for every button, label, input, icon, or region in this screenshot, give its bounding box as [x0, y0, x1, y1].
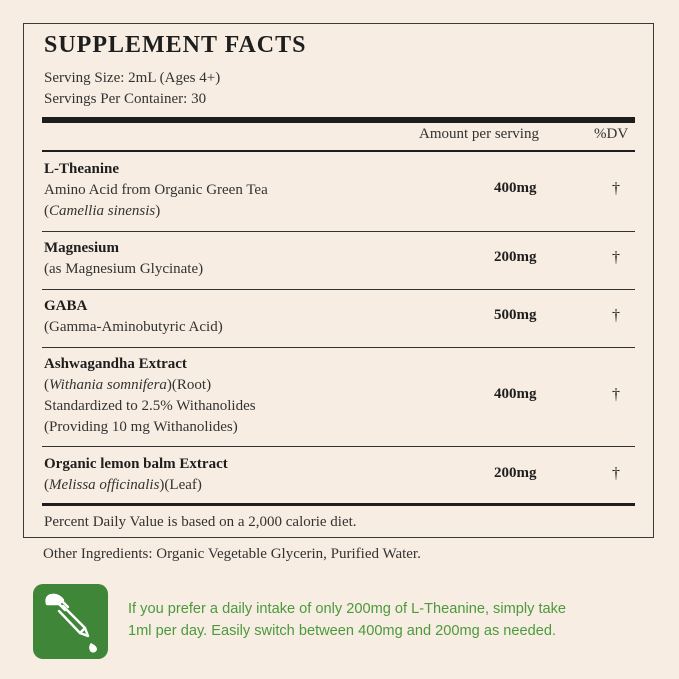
nutrient-desc: (as Magnesium Glycinate) — [44, 261, 204, 277]
serving-info — [44, 68, 220, 110]
nutrient-dv: † — [612, 465, 620, 482]
dv-header: %DV — [594, 126, 629, 142]
facts-title: SUPPLEMENT FACTS — [44, 32, 307, 58]
dosage-tip — [128, 598, 668, 642]
nutrient-desc: (Camellia sinensis) — [44, 203, 161, 219]
other-ingredients: Other Ingredients: Organic Vegetable Glycerin, Purified Water. — [43, 546, 421, 562]
daily-value-footnote: Percent Daily Value is based on a 2,000 calorie diet. — [44, 514, 357, 530]
nutrient-amount: 400mg — [494, 180, 537, 196]
nutrient-name: Organic lemon balm Extract — [44, 456, 228, 472]
tip-line: 1ml per day. Easily switch between 400mg and 200mg as needed. — [128, 623, 557, 639]
nutrient-dv: † — [612, 180, 620, 197]
servings-per-container: Servings Per Container: 30 — [44, 91, 207, 107]
nutrient-desc: (Melissa officinalis)(Leaf) — [44, 477, 202, 493]
nutrient-desc: Standardized to 2.5% Withanolides — [44, 398, 256, 414]
nutrient-desc: Amino Acid from Organic Green Tea — [44, 182, 268, 198]
nutrient-dv: † — [612, 307, 620, 324]
nutrient-amount: 500mg — [494, 307, 537, 323]
serving-size: Serving Size: 2mL (Ages 4+) — [44, 70, 221, 86]
row-divider — [42, 231, 635, 232]
nutrient-name: L-Theanine — [44, 161, 120, 177]
dropper-icon — [33, 584, 108, 659]
thick-divider — [42, 503, 635, 506]
row-divider — [42, 446, 635, 447]
nutrient-row-l-theanine — [44, 159, 635, 222]
supplement-facts-panel — [23, 23, 654, 538]
nutrient-desc: (Providing 10 mg Withanolides) — [44, 419, 238, 435]
nutrient-name: Ashwagandha Extract — [44, 356, 187, 372]
row-divider — [42, 347, 635, 348]
nutrient-row-magnesium — [44, 238, 635, 280]
nutrient-desc: (Gamma-Aminobutyric Acid) — [44, 319, 223, 335]
nutrient-amount: 200mg — [494, 249, 537, 265]
nutrient-dv: † — [612, 386, 620, 403]
nutrient-amount: 200mg — [494, 465, 537, 481]
amount-header: Amount per serving — [419, 126, 539, 142]
nutrient-row-gaba — [44, 296, 635, 338]
tip-line: If you prefer a daily intake of only 200mg of L-Theanine, simply take — [128, 601, 567, 617]
nutrient-amount: 400mg — [494, 386, 537, 402]
nutrient-name: Magnesium — [44, 240, 119, 256]
nutrient-row-ashwagandha — [44, 354, 635, 438]
thick-divider — [42, 117, 635, 123]
nutrient-desc: (Withania somnifera)(Root) — [44, 377, 212, 393]
dropper-icon-tile — [33, 584, 108, 659]
nutrient-name: GABA — [44, 298, 88, 314]
header-divider — [42, 150, 635, 152]
nutrient-dv: † — [612, 249, 620, 266]
row-divider — [42, 289, 635, 290]
nutrient-row-lemon-balm — [44, 454, 635, 496]
